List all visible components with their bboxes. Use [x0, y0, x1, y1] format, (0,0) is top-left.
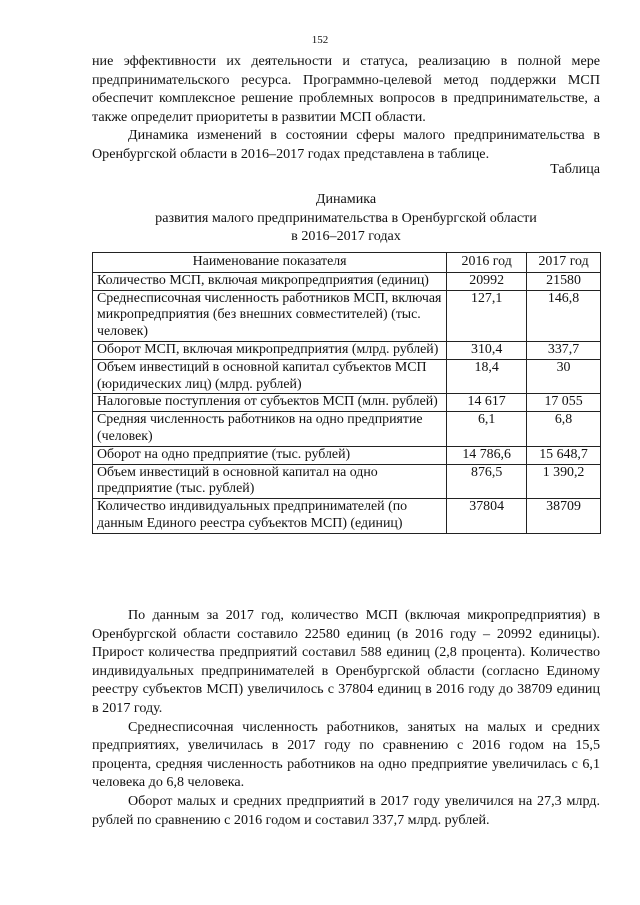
row-value-2017: 146,8: [527, 290, 601, 341]
row-name: Объем инвестиций в основной капитал на одно предприятие (тыс. рублей): [93, 464, 447, 499]
table-label: Таблица: [550, 161, 600, 177]
body-text: [92, 606, 600, 829]
row-value-2016: 6,1: [447, 412, 527, 447]
header-indicator-name: Наименование показателя: [93, 253, 447, 273]
body-paragraph-1: По данным за 2017 год, количество МСП (включая микропредприятия) в Оренбургской области составило 22580 единиц (в 2016 году – 20992 единицы). Прирост количества предприятий составил 588 единиц (2,8 процента). Количество индивидуальных предпринимателей в Оренбургской области (согласно Единому реестру субъектов МСП) увеличилось с 37804 единиц в 2016 году до 38709 единиц в 2017 году.: [92, 607, 600, 716]
row-name: Оборот на одно предприятие (тыс. рублей): [93, 446, 447, 464]
table-row: [93, 290, 601, 341]
msp-dynamics-table: [92, 252, 601, 534]
row-value-2016: 14 617: [447, 394, 527, 412]
intro-paragraph-2: Динамика изменений в состоянии сферы малого предпринимательства в Оренбургской области в 2016–2017 годах представлена в таблице.: [92, 127, 600, 162]
table-row: [93, 412, 601, 447]
page-number: 152: [311, 34, 329, 46]
body-paragraph-2: Среднесписочная численность работников, занятых на малых и средних предприятиях, увеличилась в 2017 году по сравнению с 2016 годом на 15,5 процента, средняя численность работников на одно предприятие увеличилась с 6,1 человека до 6,8 человека.: [92, 718, 600, 791]
table-title-line-1: Динамика: [315, 191, 377, 207]
table-row: [93, 499, 601, 534]
header-2016: 2016 год: [447, 253, 527, 273]
table-header-row: [93, 253, 601, 273]
table-title-line-3: в 2016–2017 годах: [291, 228, 401, 245]
table-row: [93, 341, 601, 359]
row-value-2017: 6,8: [527, 412, 601, 447]
row-name: Средняя численность работников на одно предприятие (человек): [93, 412, 447, 447]
header-2017: 2017 год: [527, 253, 601, 273]
row-value-2017: 38709: [527, 499, 601, 534]
table-title: [92, 190, 600, 246]
row-value-2016: 876,5: [447, 464, 527, 499]
intro-paragraph-1: ние эффективности их деятельности и статуса, реализацию в полной мере предпринимательского ресурса. Программно-целевой метод поддержки МСП обеспечит комплексное решение проблемных вопросов в предпринимательстве, а также определит приоритеты в развитии МСП области.: [92, 53, 600, 125]
row-value-2017: 337,7: [527, 341, 601, 359]
row-name: Количество МСП, включая микропредприятия (единиц): [93, 272, 447, 290]
table-row: [93, 272, 601, 290]
row-value-2016: 14 786,6: [447, 446, 527, 464]
row-name: Оборот МСП, включая микропредприятия (млрд. рублей): [93, 341, 447, 359]
row-value-2016: 127,1: [447, 290, 527, 341]
row-value-2016: 20992: [447, 272, 527, 290]
row-name: Среднесписочная численность работников МСП, включая микропредприятия (без внешних совместителей) (тыс. человек): [93, 290, 447, 341]
row-value-2017: 15 648,7: [527, 446, 601, 464]
row-value-2017: 17 055: [527, 394, 601, 412]
row-value-2016: 18,4: [447, 359, 527, 394]
row-value-2016: 310,4: [447, 341, 527, 359]
table-title-line-2: развития малого предпринимательства в Оренбургской области: [155, 209, 537, 226]
body-paragraph-3: Оборот малых и средних предприятий в 2017 году увеличился на 27,3 млрд. рублей по сравнению с 2016 годом и составил 337,7 млрд. рублей.: [92, 792, 600, 828]
table-row: [93, 446, 601, 464]
table-row: [93, 359, 601, 394]
table-row: [93, 394, 601, 412]
row-name: Количество индивидуальных предпринимателей (по данным Единого реестра субъектов МСП) (единиц): [93, 499, 447, 534]
row-value-2016: 37804: [447, 499, 527, 534]
row-value-2017: 30: [527, 359, 601, 394]
row-value-2017: 21580: [527, 272, 601, 290]
row-value-2017: 1 390,2: [527, 464, 601, 499]
row-name: Объем инвестиций в основной капитал субъектов МСП (юридических лиц) (млрд. рублей): [93, 359, 447, 394]
row-name: Налоговые поступления от субъектов МСП (млн. рублей): [93, 394, 447, 412]
table-row: [93, 464, 601, 499]
intro-text: [92, 52, 600, 164]
